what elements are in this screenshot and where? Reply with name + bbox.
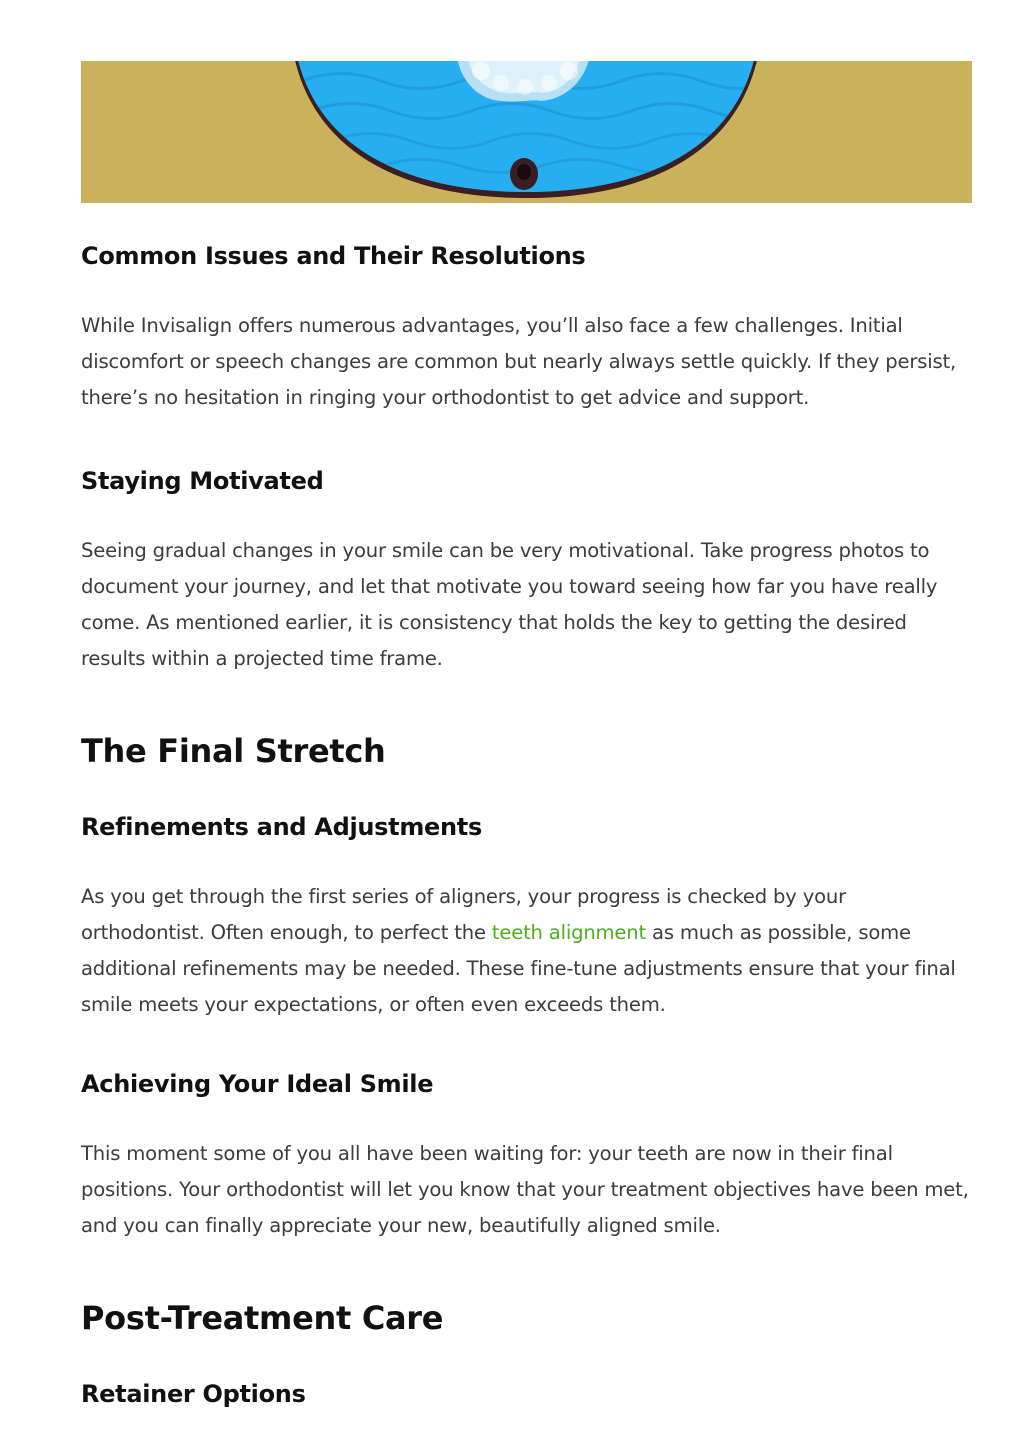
- heading-staying-motivated: Staying Motivated: [81, 467, 324, 495]
- paragraph-common-issues: While Invisalign offers numerous advantages, you’ll also face a few challenges. Initial discomfort or speech changes are common but nearly always settle quickly. If they persist, there’s no hesitation in ringing your orthodontist to get advice and support.: [81, 314, 957, 409]
- refinements-text-before: As you get through the first series of aligners, your progress is checked by your orthodontist. Often enough, to perfect the: [81, 885, 846, 944]
- heading-post-treatment: Post-Treatment Care: [81, 1299, 444, 1337]
- heading-common-issues: Common Issues and Their Resolutions: [81, 242, 586, 270]
- paragraph-ideal-smile: This moment some of you all have been waiting for: your teeth are now in their final positions. Your orthodontist will let you know that your treatment objectives have been met, and you can finally appreciate your new, beautifully aligned smile.: [81, 1142, 969, 1237]
- heading-final-stretch: The Final Stretch: [81, 732, 386, 770]
- teeth-alignment-link[interactable]: teeth alignment: [491, 921, 646, 944]
- paragraph-refinements: [81, 879, 972, 1023]
- article-content: [81, 240, 972, 1410]
- heading-refinements: Refinements and Adjustments: [81, 813, 482, 841]
- paragraph-staying-motivated: Seeing gradual changes in your smile can be very motivational. Take progress photos to document your journey, and let that motivate you toward seeing how far you have really come. As mentioned earlier, it is consistency that holds the key to getting the desired results within a projected time frame.: [81, 539, 938, 670]
- heading-retainer-options: Retainer Options: [81, 1380, 306, 1408]
- refinements-text-after: as much as possible, some additional refinements may be needed. These fine-tune adjustments ensure that your final smile meets your expectations, or often even exceeds them.: [81, 921, 956, 1016]
- hero-image: [81, 61, 972, 203]
- heading-ideal-smile: Achieving Your Ideal Smile: [81, 1070, 434, 1098]
- aligner-case-illustration: [81, 61, 972, 203]
